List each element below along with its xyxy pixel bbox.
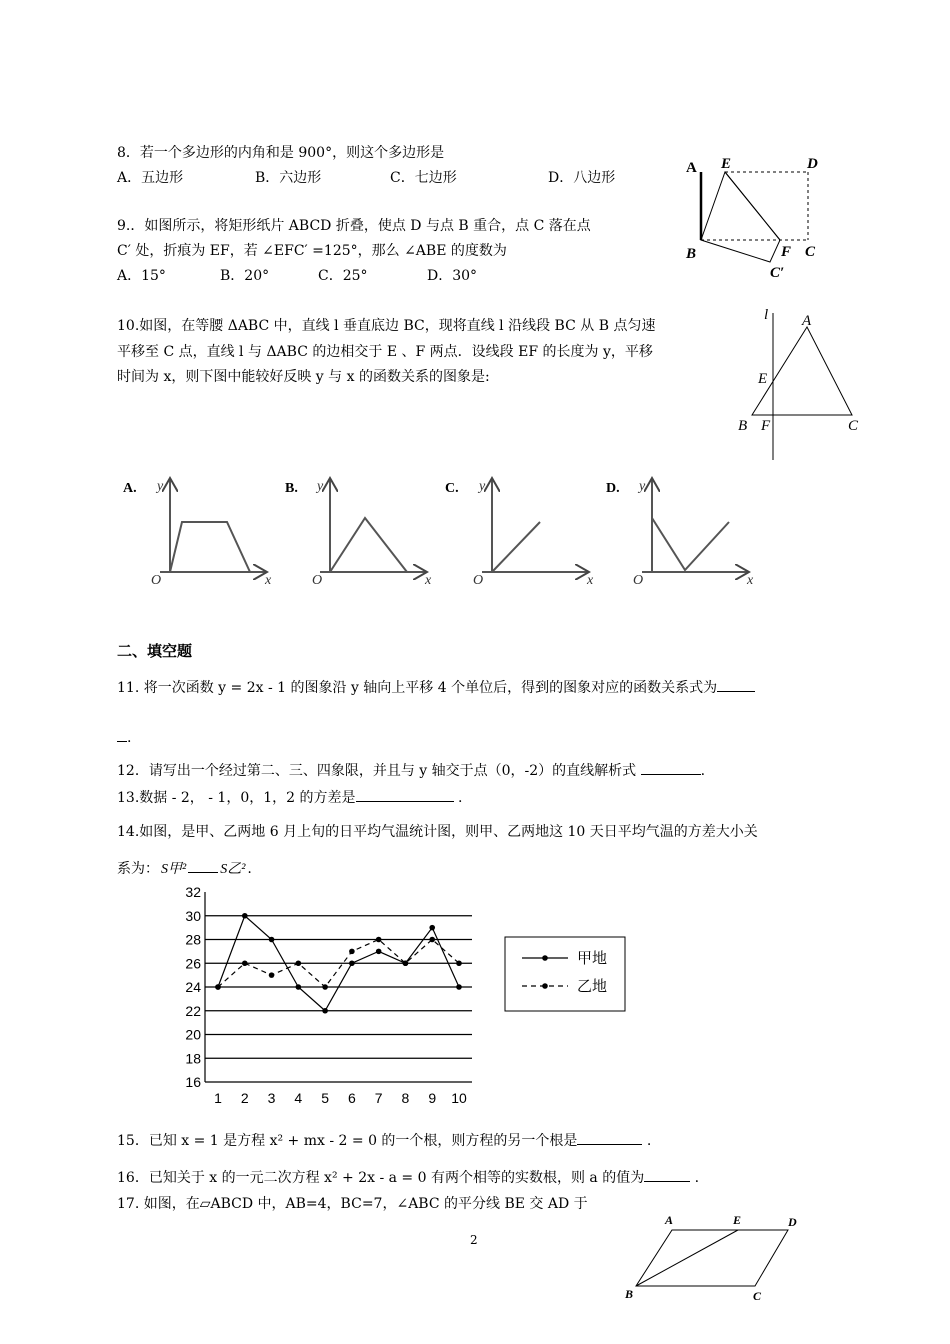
svg-text:O: O [151,573,162,588]
question-8-stem: 8．若一个多边形的内角和是 900°，则这个多边形是 [117,145,445,161]
question-15: 15．已知 x = 1 是方程 x² + mx - 2 = 0 的一个根，则方程的另一个根是 . [117,1130,651,1150]
svg-text:O: O [633,573,644,588]
svg-text:y: y [479,479,486,494]
fig10-label-a: A [802,313,812,329]
data-point [242,960,248,966]
question-14-line1: 14.如图，是甲、乙两地 6 月上旬的日平均气温统计图，则甲、乙两地这 10 天日平均气温的方差大小关 [117,824,758,840]
fig9-label-e: E [721,156,732,172]
page-number: 2 [470,1233,478,1247]
graph-option-a [160,480,265,572]
legend-marker [542,955,548,961]
data-point [429,925,435,931]
x-tick-label: 1 [214,1090,222,1106]
fig17-label-d: D [788,1215,797,1229]
data-point [456,960,462,966]
q8-option-c: C．七边形 [390,170,457,186]
svg-text:O: O [473,573,484,588]
graph-label-b: B. [285,481,298,496]
graph-option-b [320,480,425,572]
q9-option-a: A．15° [117,268,166,284]
question-11-continued: . [117,727,131,746]
data-point [322,984,328,990]
question-12: 12．请写出一个经过第二、三、四象限，并且与 y 轴交于点（0，-2）的直线解析式 . [117,760,705,780]
data-point [296,984,302,990]
data-point [349,949,355,955]
y-tick-label: 24 [185,979,201,995]
legend-box [505,937,625,1011]
question-13: 13.数据 - 2， - 1，0，1，2 的方差是 . [117,787,462,807]
x-tick-label: 4 [294,1090,303,1106]
question-9-stem-line2: C′ 处，折痕为 EF，若 ∠EFC′ =125°，那么 ∠ABE 的度数为 [117,243,507,259]
question-11: 11. 将一次函数 y = 2x - 1 的图象沿 y 轴向上平移 4 个单位后，得到的图象对应的函数关系式为 [117,677,755,697]
q9-rectangle-fold-figure [680,150,830,280]
x-tick-label: 8 [401,1090,410,1106]
q8-option-d: D．八边形 [548,170,616,186]
y-tick-label: 26 [185,955,201,972]
svg-text:y: y [157,479,164,494]
fig9-label-c-prime: C′ [770,265,785,280]
y-tick-label: 20 [185,1026,201,1043]
graph-option-c [482,480,587,572]
data-point [269,972,275,978]
data-point [376,937,382,943]
y-tick-label: 32 [185,884,201,900]
fig17-label-e: E [733,1213,742,1227]
legend-label: 甲地 [577,950,608,967]
y-tick-label: 22 [185,1002,201,1019]
y-tick-label: 30 [185,907,201,924]
fig17-label-c: C [753,1289,762,1303]
fig10-label-c: C [848,418,859,434]
x-tick-label: 3 [267,1090,276,1106]
graph-option-d [642,480,747,572]
data-point [242,913,248,919]
svg-text:x: x [265,573,272,588]
data-point [456,984,462,990]
question-17: 17. 如图，在▱ABCD 中，AB=4，BC=7，∠ABC 的平分线 BE 交 AD 于 [117,1196,588,1212]
data-point [269,937,275,943]
data-point [349,960,355,966]
svg-text:O: O [312,573,323,588]
x-tick-label: 6 [347,1090,356,1106]
fig9-label-b: B [686,246,697,262]
question-10-stem-line2: 平移至 C 点，直线 l 与 ΔABC 的边相交于 E 、F 两点．设线段 EF 的长度为 y，平移 [117,344,653,360]
section-title-fill-in: 二、填空题 [117,642,193,660]
graph-label-a: A. [123,481,137,496]
fig10-label-e: E [758,371,768,387]
q8-option-b: B．六边形 [255,170,322,186]
fig9-label-d: D [807,156,818,172]
fig9-label-c: C [805,244,816,260]
question-14-line2: 系为： S甲² S乙² . [117,858,252,878]
question-16: 16．已知关于 x 的一元二次方程 x² + 2x - a = 0 有两个相等的实数根，则 a 的值为 . [117,1167,699,1187]
x-tick-label: 9 [428,1090,437,1106]
question-10-stem-line3: 时间为 x，则下图中能较好反映 y 与 x 的函数关系的图象是: [117,369,490,385]
x-tick-label: 10 [451,1090,467,1106]
data-point [429,937,435,943]
q9-option-d: D．30° [427,268,478,284]
svg-text:x: x [425,573,432,588]
data-point [296,960,302,966]
legend-marker [542,983,548,989]
q17-parallelogram-figure [620,1210,810,1305]
data-point [322,1008,328,1014]
svg-text:x: x [587,573,594,588]
fig10-label-l: l [764,307,769,323]
q9-option-c: C．25° [318,268,368,284]
y-tick-label: 16 [185,1074,201,1090]
svg-text:y: y [317,479,324,494]
fig9-label-a: A [686,160,697,176]
fig17-label-a: A [665,1213,674,1227]
y-tick-label: 28 [185,931,201,948]
question-9-stem-line1: 9.．如图所示，将矩形纸片 ABCD 折叠，使点 D 与点 B 重合，点 C 落在点 [117,218,591,234]
x-tick-label: 7 [374,1090,383,1106]
fig17-label-b: B [625,1287,634,1301]
svg-text:y: y [639,479,646,494]
legend-label: 乙地 [577,978,608,995]
svg-text:x: x [747,573,754,588]
data-point [376,949,382,955]
temperature-line-chart [165,878,635,1108]
fig10-label-f: F [761,418,771,434]
q8-option-a: A．五边形 [117,170,184,186]
graph-label-c: C. [445,481,459,496]
fig10-label-b: B [738,418,748,434]
x-tick-label: 5 [321,1090,330,1106]
data-point [215,984,221,990]
x-tick-label: 2 [240,1090,249,1106]
q9-option-b: B．20° [220,268,270,284]
q10-triangle-figure [730,305,870,465]
data-point [403,960,409,966]
y-tick-label: 18 [185,1050,201,1067]
graph-label-d: D. [606,481,620,496]
question-10-stem-line1: 10.如图，在等腰 ΔABC 中，直线 l 垂直底边 BC，现将直线 l 沿线段 BC 从 B 点匀速 [117,318,656,334]
q10-option-graphs [115,470,775,595]
fig9-label-f: F [781,244,792,260]
